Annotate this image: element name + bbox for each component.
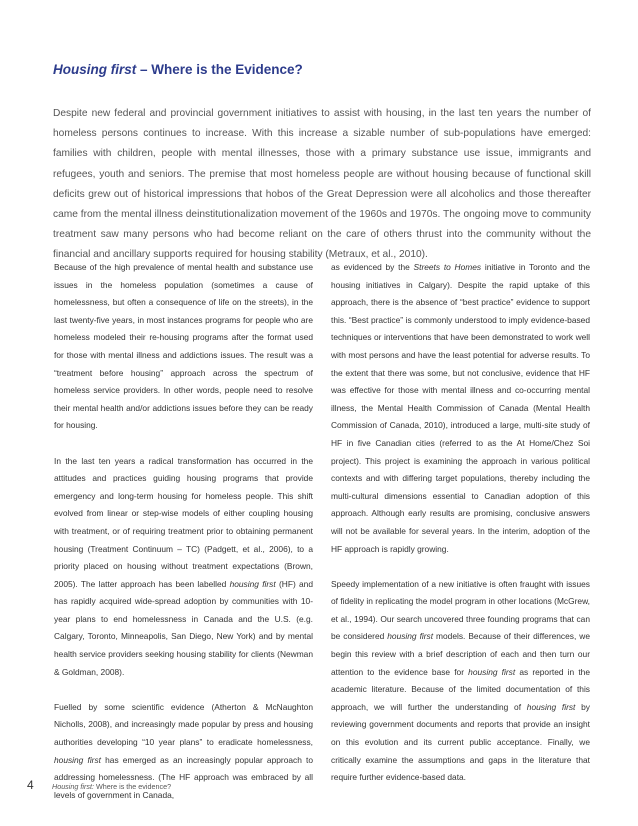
left-column [54, 259, 313, 822]
intro-paragraph: Despite new federal and provincial government initiatives to assist with housing, in the last ten years the number of homeless persons continues to increase. With this increase a sizable number of sub-populations have emerged: families with children, people with mental illnesses, those with a primary substance use issue, immigrants and refugees, youth and seniors. The premise that most homeless people are without housing because of functional skill deficits grew out of historical impressions that hobos of the Great Depression were all alcoholics and those thereafter came from the mental illness deinstitutionalization movement of the 1960s and 1970s. The ongoing move to community treatment saw many persons who had become reliant on the care of others thrust into the community without the financial and ancillary supports required for housing stability (Metraux, et al., 2010). [53, 108, 591, 261]
left-paragraph-3: Fuelled by some scientific evidence (Atherton & McNaughton Nicholls, 2008), and increasingly made popular by press and housing authorities developing “10 year plans” to eradicate homelessness, housing first has emerged as an increasingly popular approach to addressing homelessness. (The HF approach was embraced by all levels of government in Canada, [54, 701, 313, 800]
left-paragraph-1: Because of the high prevalence of mental health and substance use issues in the homeless population (sometimes a cause of homelessness, but often a consequence of life on the streets), in the last twenty-five years, in most instances programs for people who are homeless modeled their re-housing programs after the format used for those with mental illness and addictions issues. The result was a “treatment before housing” approach across the spectrum of homeless service providers. In other words, people need to resolve their mental health and/or addictions issues before they can be ready for housing. [54, 262, 313, 431]
right-column [331, 259, 590, 804]
right-paragraph-1: as evidenced by the Streets to Homes initiative in Toronto and the housing initiatives in Calgary). Despite the rapid uptake of this approach, there is the absence of “best practice” evidence to support this. “Best practice” is commonly understood to imply evidence-based techniques or interventions that have been demonstrated to work well with most persons and have the least potential for adverse results. To the extent that there was some, but not conclusive, evidence that HF was effective for those with mental illness and co-occurring mental illness, the Mental Health Commission of Canada (Mental Health Commission of Canada, 2010), introduced a large, multi-site study of HF in five Canadian cities (referred to as the At Home/Chez Soi project). This project is examining the approach in various political contexts and with differing target populations, thereby including the multi-cultural dimensions essential to Canadian adoption of this approach. Although early results are promising, conclusive answers will not be available for several years. In the interim, adoption of the HF approach is rapidly growing. [331, 262, 591, 554]
running-footer: Housing first: Where is the evidence? [52, 782, 172, 791]
page-number: 4 [27, 778, 34, 792]
page-title [53, 62, 303, 77]
title-italic: Housing first [53, 62, 137, 77]
right-paragraph-2: Speedy implementation of a new initiative is often fraught with issues of fidelity in replicating the model program in other locations (McGrew, et al., 1994). Our search uncovered three founding programs that can be considered housing first models. Because of their differences, we begin this review with a brief description of each and then turn our attention to the evidence base for housing first as reported in the academic literature. Because of the limited documentation of this approach, we will further the understanding of housing first by reviewing government documents and reports that provide an insight on this evolution and its current public acceptance. Finally, we critically examine the assumptions and gaps in the literature that require further evidence-based data. [331, 578, 591, 783]
title-rest: – Where is the Evidence? [136, 62, 303, 77]
left-paragraph-2: In the last ten years a radical transformation has occurred in the attitudes and practices guiding housing programs that provide emergency and long-term housing for homeless people. This shift evolved from linear or step-wise models of either coupling housing with treatment, or of requiring treatment prior to obtaining permanent housing (Treatment Continuum – TC) (Padgett, et al., 2006), to a priority placed on housing without treatment expectations (Brown, 2005). The latter approach has been labelled housing first (HF) and has rapidly acquired wide-spread adoption by communities with 10-year plans to end homelessness in Canada and the U.S. (e.g. Calgary, Toronto, Minneapolis, San Diego, New York) and by mental health service providers seeking housing stability for clients (Newman & Goldman, 2008). [54, 455, 313, 677]
